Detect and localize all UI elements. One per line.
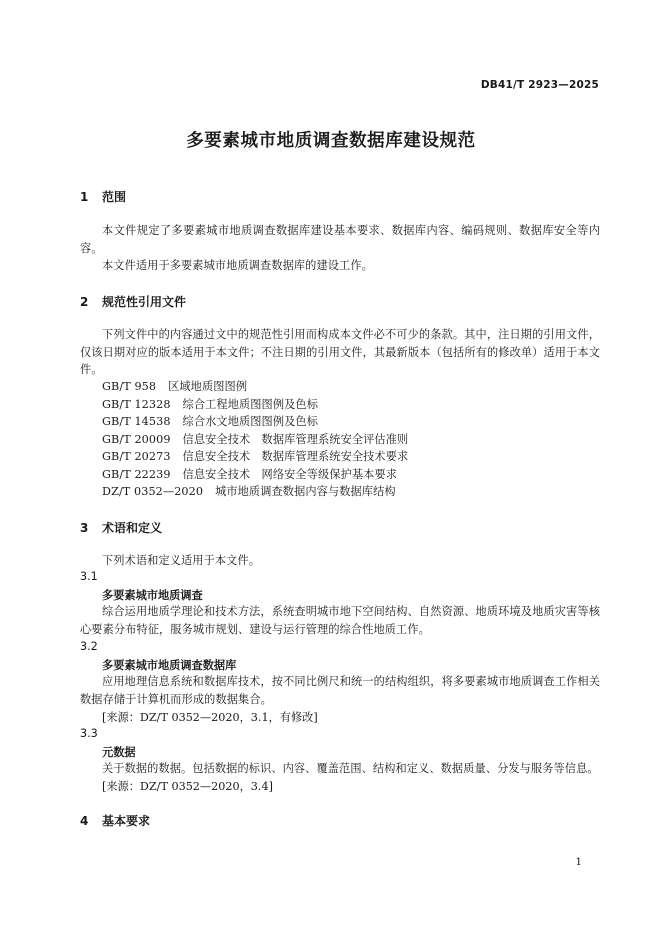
section-2-heading bbox=[80, 293, 186, 310]
section-1-number: 1 bbox=[80, 190, 89, 204]
reference-name: 区域地质图图例 bbox=[168, 380, 248, 393]
reference-code: GB/T 12328 bbox=[102, 398, 171, 411]
standard-code: DB41/T 2923—2025 bbox=[480, 79, 599, 91]
term-number: 3.2 bbox=[80, 640, 98, 653]
reference-code: GB/T 14538 bbox=[102, 415, 171, 428]
term-source: [来源：DZ/T 0352—2020，3.1，有修改] bbox=[102, 711, 318, 724]
term-definition: 关于数据的数据。包括数据的标识、内容、覆盖范围、结构和定义、数据质量、分发与服务等信息。 bbox=[102, 762, 599, 775]
reference-code: DZ/T 0352—2020 bbox=[102, 485, 204, 498]
reference-name: 城市地质调查数据内容与数据库结构 bbox=[215, 485, 396, 498]
reference-code: GB/T 958 bbox=[102, 380, 157, 393]
document-title: 多要素城市地质调查数据库建设规范 bbox=[186, 131, 476, 151]
section-4-title: 基本要求 bbox=[102, 814, 151, 828]
reference-item bbox=[102, 483, 396, 499]
section-1-title: 范围 bbox=[102, 190, 127, 204]
section-4-heading bbox=[80, 812, 150, 829]
section-1-heading bbox=[80, 188, 126, 205]
reference-name: 信息安全技术 网络安全等级保护基本要求 bbox=[182, 468, 398, 481]
reference-item bbox=[102, 466, 397, 482]
term-source: [来源：DZ/T 0352—2020，3.4] bbox=[102, 780, 273, 793]
section-2-title: 规范性引用文件 bbox=[102, 295, 187, 309]
page-number: 1 bbox=[575, 856, 582, 868]
term-title: 多要素城市地质调查数据库 bbox=[102, 659, 237, 672]
term-definition: 综合运用地质学理论和技术方法，系统查明城市地下空间结构、自然资源、地质环境及地质灾害等核心要素分布特征，服务城市规划、建设与运行管理的综合性地质工作。 bbox=[80, 605, 600, 636]
term-number: 3.3 bbox=[80, 727, 98, 740]
reference-item bbox=[102, 396, 318, 412]
reference-name: 综合水文地质图图例及色标 bbox=[182, 415, 318, 428]
term-definition: 应用地理信息系统和数据库技术，按不同比例尺和统一的结构组织，将多要素城市地质调查工作相关数据存储于计算机而形成的数据集合。 bbox=[80, 675, 600, 706]
section-2-intro: 下列文件中的内容通过文中的规范性引用而构成本文件必不可少的条款。其中，注日期的引用文件，仅该日期对应的版本适用于本文件；不注日期的引用文件，其最新版本（包括所有的修改单）适用于本文件。 bbox=[80, 328, 600, 376]
section-2-number: 2 bbox=[80, 295, 89, 309]
reference-item bbox=[102, 413, 318, 429]
section-3-title: 术语和定义 bbox=[102, 521, 163, 535]
section-1-paragraph-1: 本文件规定了多要素城市地质调查数据库建设基本要求、数据库内容、编码规则、数据库安全等内容。 bbox=[80, 224, 600, 255]
reference-name: 综合工程地质图图例及色标 bbox=[182, 398, 318, 411]
reference-item bbox=[102, 378, 247, 394]
reference-name: 信息安全技术 数据库管理系统安全评估准则 bbox=[182, 433, 409, 446]
section-1-paragraph-2: 本文件适用于多要素城市地质调查数据库的建设工作。 bbox=[102, 259, 373, 272]
term-title: 元数据 bbox=[102, 746, 136, 759]
term-number: 3.1 bbox=[80, 570, 98, 583]
section-3-intro: 下列术语和定义适用于本文件。 bbox=[102, 554, 261, 567]
reference-code: GB/T 22239 bbox=[102, 468, 171, 481]
section-3-number: 3 bbox=[80, 521, 89, 535]
reference-code: GB/T 20273 bbox=[102, 450, 171, 463]
section-3-heading bbox=[80, 519, 162, 536]
section-4-number: 4 bbox=[80, 814, 89, 828]
reference-item bbox=[102, 448, 408, 464]
reference-code: GB/T 20009 bbox=[102, 433, 171, 446]
reference-item bbox=[102, 431, 408, 447]
term-title: 多要素城市地质调查 bbox=[102, 589, 203, 602]
reference-name: 信息安全技术 数据库管理系统安全技术要求 bbox=[182, 450, 409, 463]
